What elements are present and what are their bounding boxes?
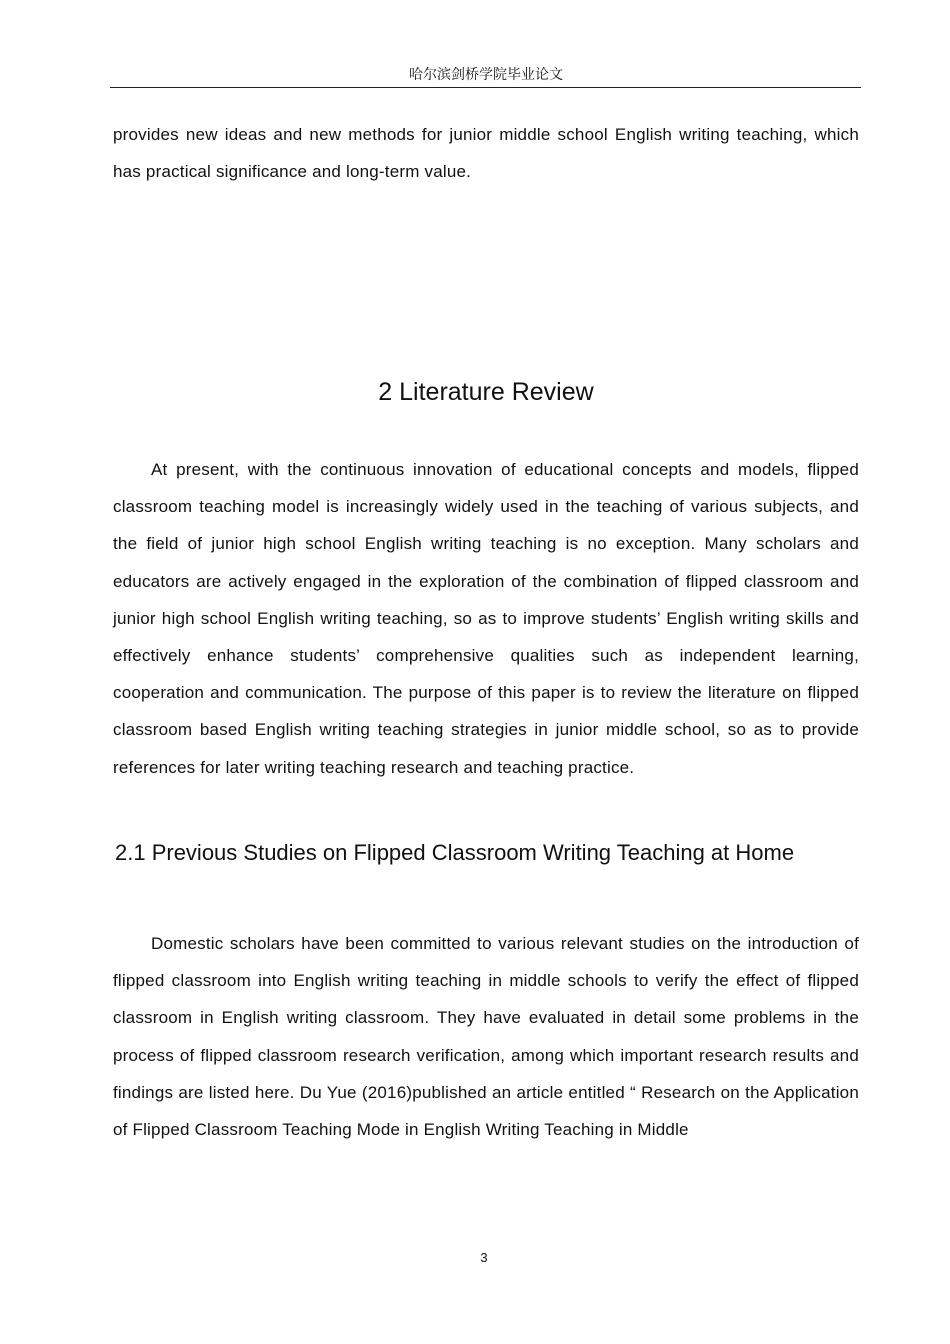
chapter-heading: 2 Literature Review — [378, 378, 594, 406]
chapter-paragraph: At present, with the continuous innovation of educational concepts and models, flipped classroom teaching model is increasingly widely used in the teaching of various subjects, and the field of junior high school English writing teaching is no exception. Many scholars and educators are actively engaged in the exploration of the combination of flipped classroom and junior high school English writing teaching, so as to improve students’ English writing skills and effectively enhance students’ comprehensive qualities such as independent learning, cooperation and communication. The purpose of this paper is to review the literature on flipped classroom based English writing teaching strategies in junior middle school, so as to provide references for later writing teaching research and teaching practice. — [113, 460, 859, 777]
page-number: 3 — [480, 1250, 488, 1265]
section-paragraph: Domestic scholars have been committed to various relevant studies on the introduction of flipped classroom into English writing teaching in middle schools to verify the effect of flipped classroom in English writing classroom. They have evaluated in detail some problems in the process of flipped classroom research verification, among which important research results and findings are listed here. Du Yue (2016)published an article entitled “ Research on the Application of Flipped Classroom Teaching Mode in English Writing Teaching in Middle — [113, 934, 859, 1140]
section-heading: 2.1 Previous Studies on Flipped Classroom Writing Teaching at Home — [115, 840, 795, 865]
header-divider — [110, 87, 861, 88]
running-header: 哈尔滨剑桥学院毕业论文 — [409, 67, 563, 83]
intro-paragraph: provides new ideas and new methods for junior middle school English writing teaching, which has practical significance and long-term value. — [113, 125, 859, 182]
